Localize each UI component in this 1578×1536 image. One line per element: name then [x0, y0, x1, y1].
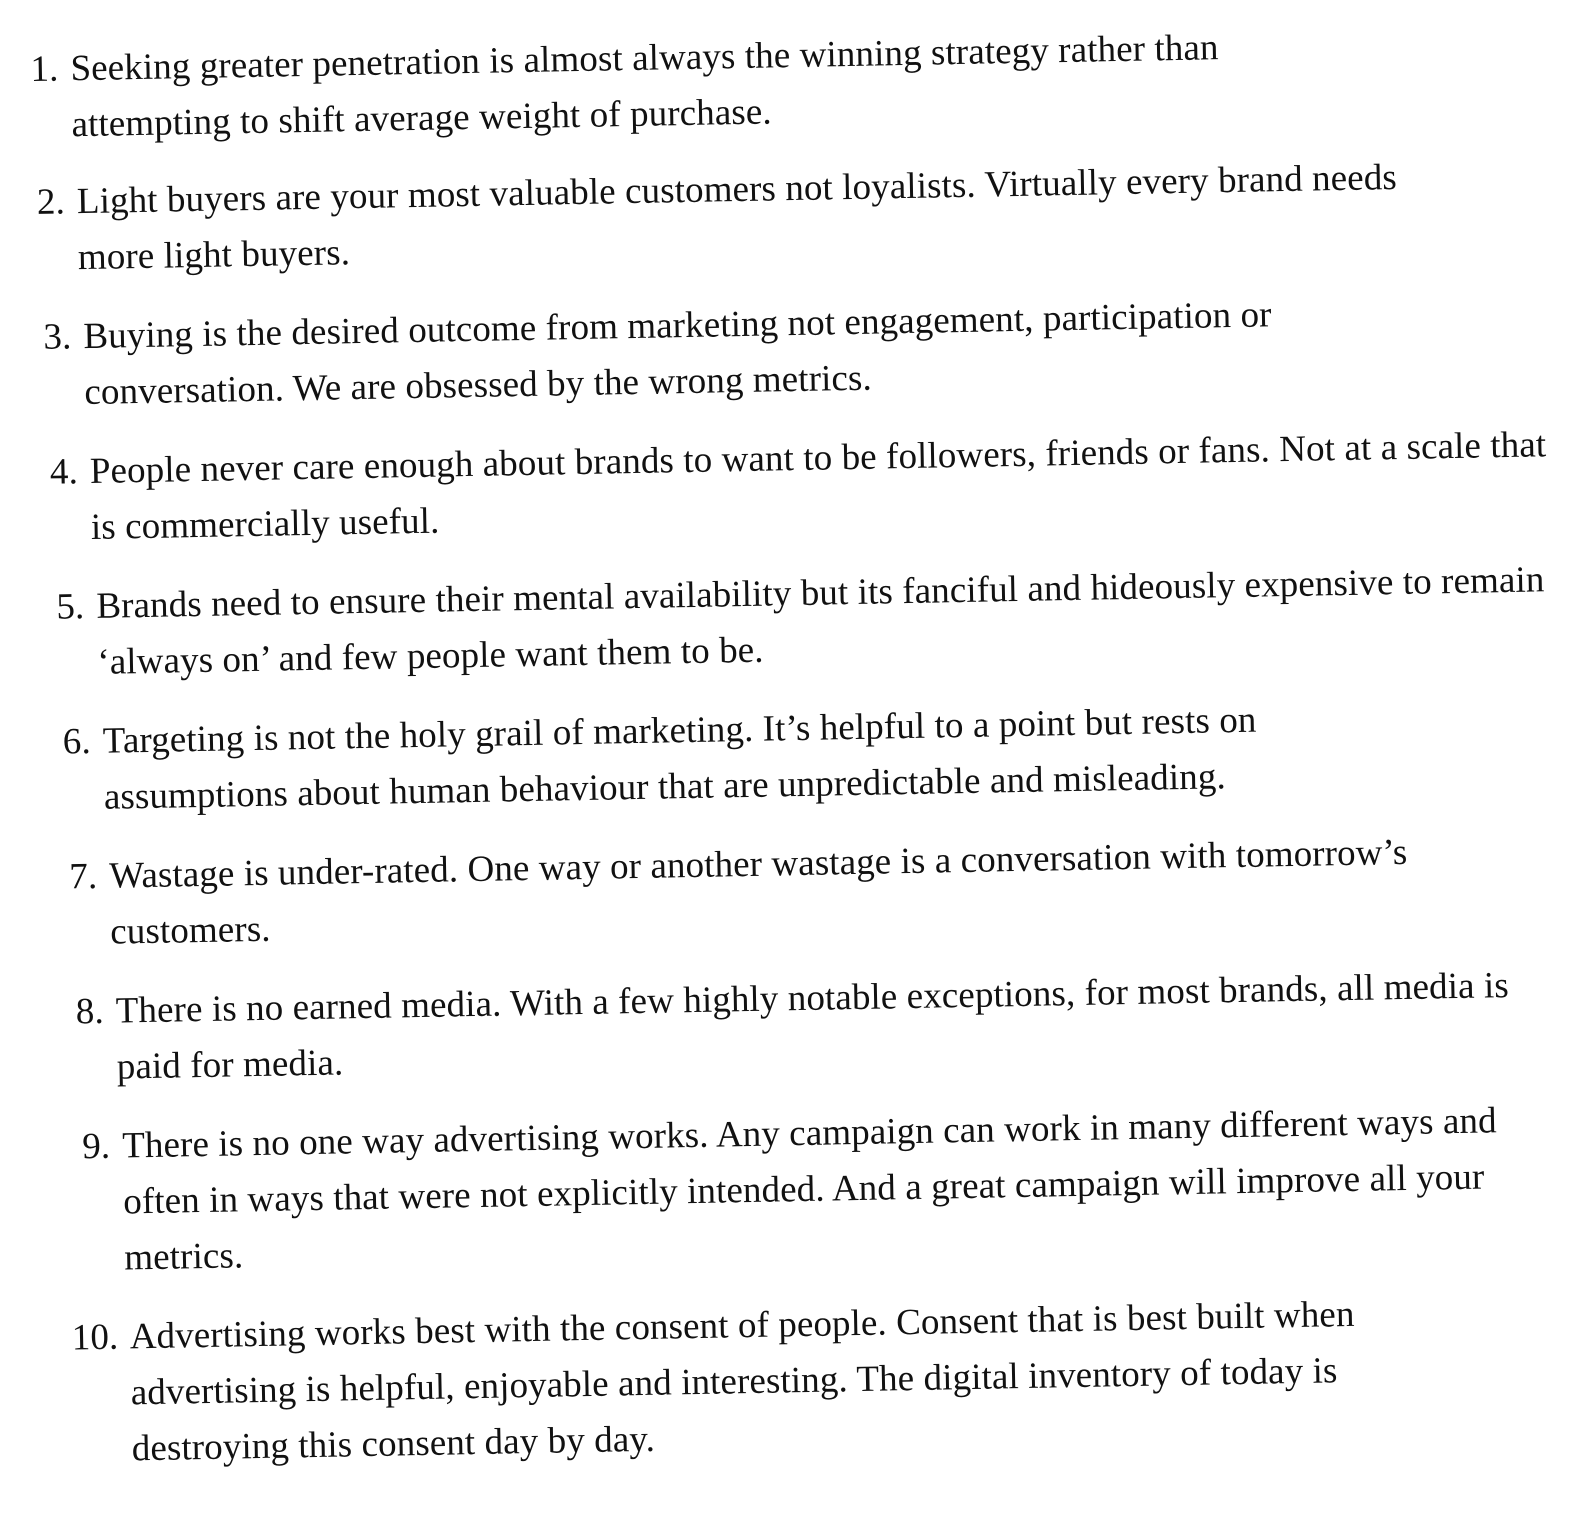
item-number: 7. [68, 855, 98, 898]
item-text: Targeting is not the holy grail of marketing. It’s helpful to a point but rests on assumptions about human behaviour that are unpredictable and misleading. [102, 699, 1257, 818]
list-item [36, 149, 1446, 287]
item-number: 1. [30, 48, 59, 90]
item-number: 2. [36, 181, 66, 223]
item-text: There is no one way advertising works. Any campaign can work in many different ways and often in ways that were not explicitly intended. And a great campaign will improve all your metrics. [121, 1100, 1497, 1279]
item-number: 9. [81, 1125, 111, 1168]
item-number: 8. [75, 990, 105, 1033]
list-item [49, 417, 1551, 556]
list-item [43, 285, 1415, 422]
list-item [30, 18, 1362, 154]
item-text: Seeking greater penetration is almost always the winning strategy rather than attempting to shift average weight of purchase. [70, 27, 1219, 146]
item-text: Wastage is under-rated. One way or another wastage is a conversation with tomorrow’s customers. [108, 831, 1408, 953]
list-item [82, 1092, 1565, 1287]
item-number: 4. [49, 451, 79, 493]
item-number: 5. [55, 586, 85, 628]
item-number: 3. [43, 316, 72, 358]
item-text: Light buyers are your most valuable customers not loyalists. Virtually every brand needs more light buyers. [76, 156, 1398, 279]
numbered-list [30, 14, 1567, 1501]
item-text: People never care enough about brands to want to be followers, friends or fans. Not at a scale that is commercially useful. [89, 424, 1547, 548]
list-item [75, 958, 1517, 1096]
list-item [69, 822, 1551, 961]
list-item [62, 690, 1394, 826]
list-item [71, 1285, 1452, 1478]
item-text: There is no earned media. With a few highly notable exceptions, for most brands, all media is paid for media. [115, 965, 1510, 1088]
item-number: 10. [71, 1316, 119, 1359]
list-item [56, 552, 1548, 691]
item-number: 6. [62, 721, 92, 763]
item-text: Buying is the desired outcome from marketing not engagement, participation or conversation. We are obsessed by the wrong metrics. [83, 294, 1272, 414]
item-text: Advertising works best with the consent of people. Consent that is best built when advertising is helpful, enjoyable and interesting. The digital inventory of today is destroying this consent day by day. [129, 1293, 1355, 1470]
item-text: Brands need to ensure their mental availability but its fanciful and hideously expensive to remain ‘always on’ and few people want them to be. [95, 559, 1545, 683]
